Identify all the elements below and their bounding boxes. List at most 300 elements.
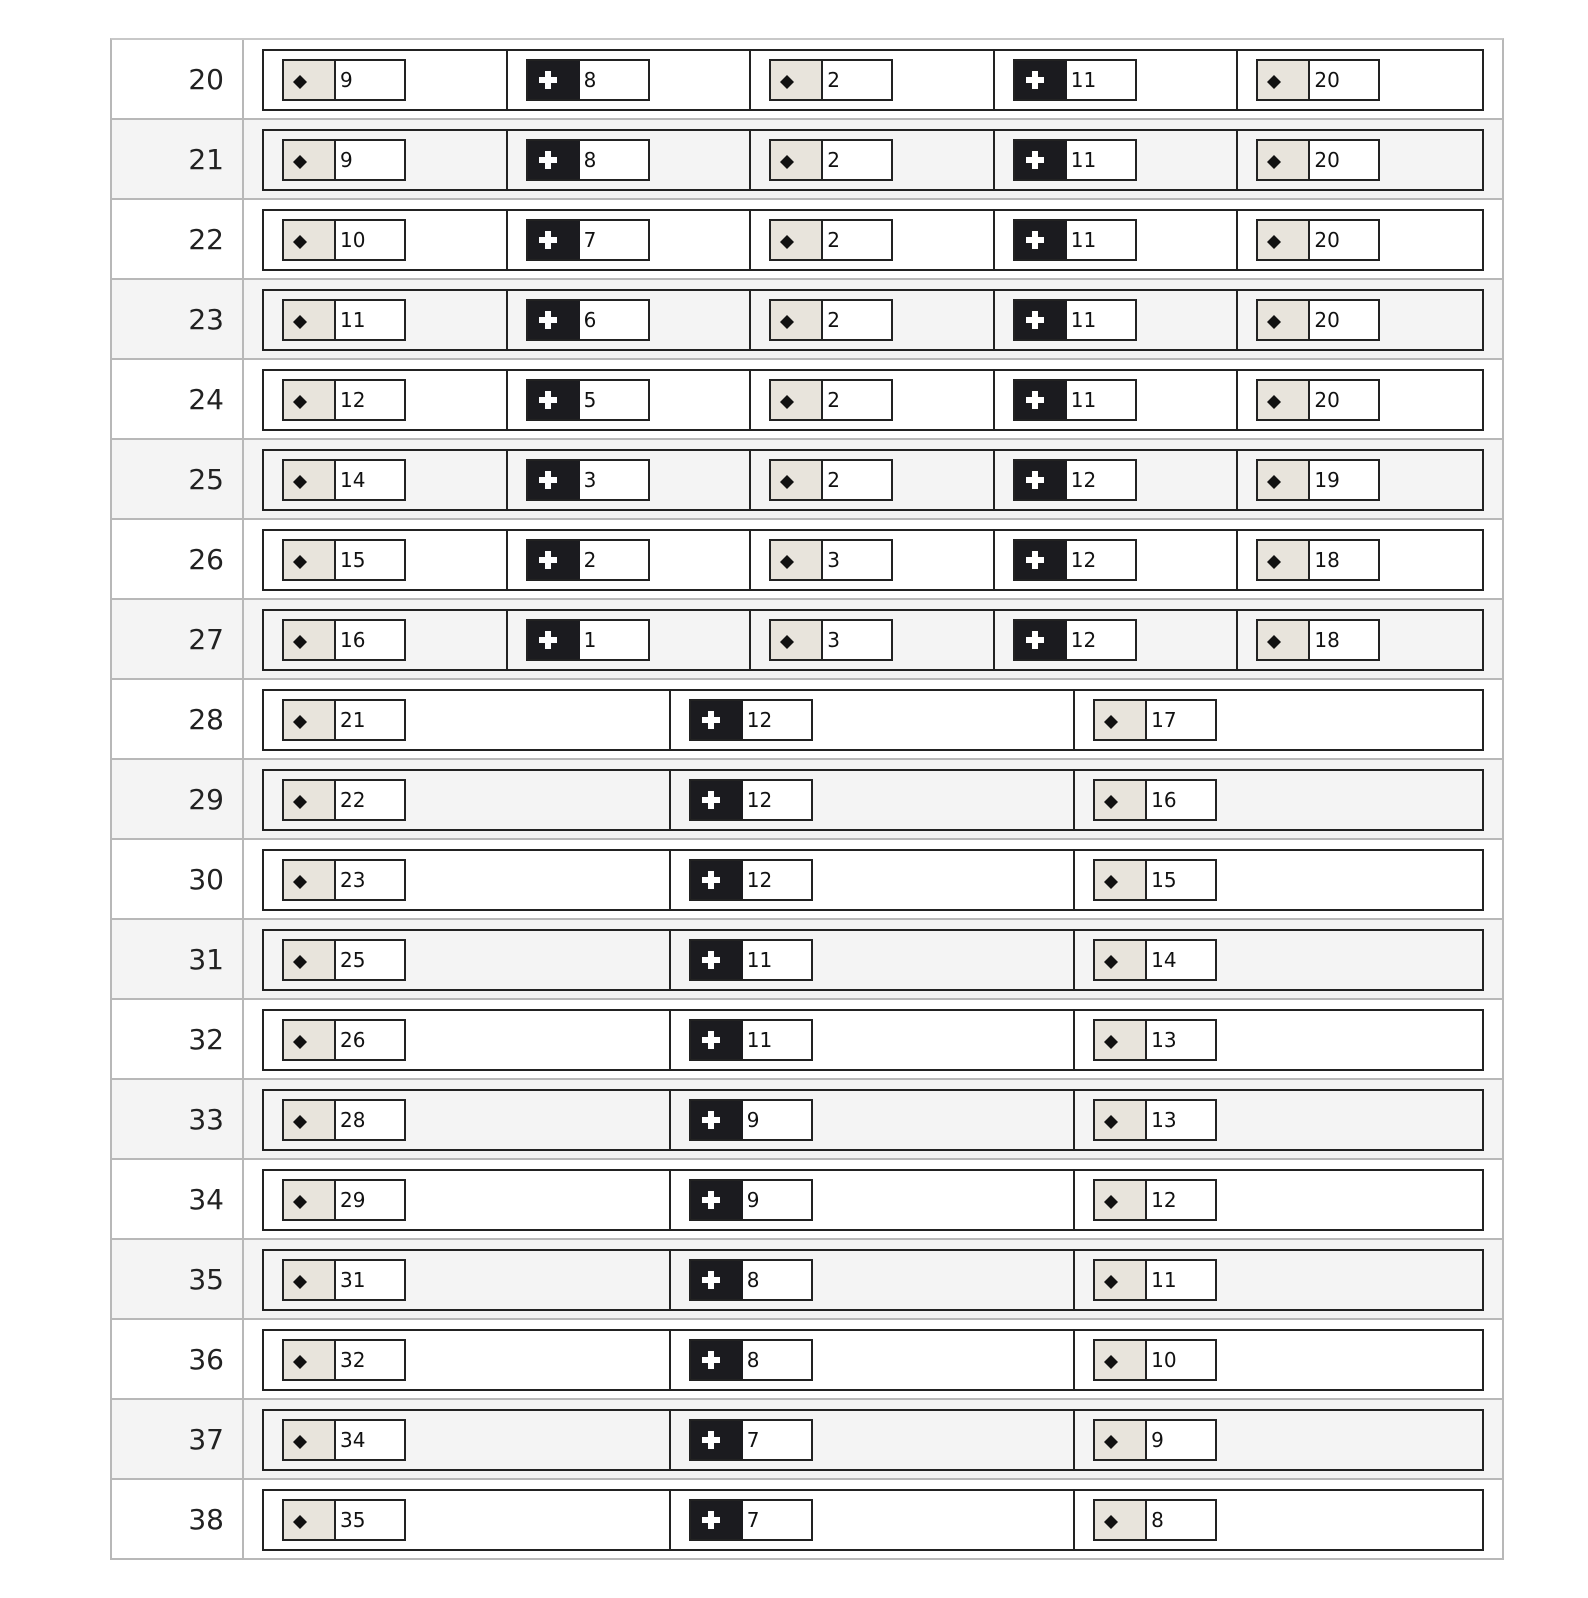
segment-value: 12 [1070,548,1097,572]
diamond-icon [1095,1341,1147,1379]
table-row [112,40,1502,120]
track-segment [264,1331,671,1389]
table-row [112,520,1502,600]
segment-value: 3 [583,468,597,492]
track-segment [1238,611,1482,669]
track-segment [671,1091,1075,1149]
segment-value: 12 [1070,468,1097,492]
value-badge [282,1259,406,1301]
plus-icon [1015,61,1067,99]
value-badge [769,459,893,501]
diamond-icon [284,1101,336,1139]
segment-value: 28 [340,1108,366,1132]
segment-value: 13 [1151,1108,1177,1132]
value-badge [1013,539,1137,581]
track-segment [508,131,752,189]
track-container [244,200,1502,278]
diamond-icon [284,141,336,179]
segment-track [262,49,1484,111]
track-segment [1075,1011,1482,1069]
diamond-icon [771,221,823,259]
diamond-icon [284,621,336,659]
segment-value: 11 [1070,68,1097,92]
track-segment [508,371,752,429]
diamond-icon [284,1421,336,1459]
segment-value: 5 [583,388,597,412]
track-container [244,840,1502,918]
row-number: 24 [112,360,244,438]
segment-value: 35 [340,1508,366,1532]
track-container [244,920,1502,998]
track-container [244,520,1502,598]
segment-value: 14 [1151,948,1177,972]
segment-value: 9 [746,1108,760,1132]
plus-icon [1015,381,1067,419]
segment-value: 8 [1151,1508,1164,1532]
track-segment [995,531,1239,589]
value-badge [769,619,893,661]
diamond-icon [1258,621,1310,659]
row-number: 31 [112,920,244,998]
value-badge [1093,1259,1217,1301]
diamond-icon [284,1181,336,1219]
track-segment [264,1171,671,1229]
plus-icon [691,1341,743,1379]
plus-icon [528,301,580,339]
diamond-icon [284,301,336,339]
value-badge [1093,1419,1217,1461]
track-container [244,680,1502,758]
diamond-icon [1258,301,1310,339]
track-segment [995,131,1239,189]
segment-value: 15 [1151,868,1177,892]
value-badge [769,379,893,421]
segment-value: 31 [340,1268,366,1292]
diamond-icon [771,461,823,499]
track-container [244,1320,1502,1398]
diamond-icon [1095,1501,1147,1539]
track-segment [1075,1331,1482,1389]
track-segment [508,51,752,109]
row-number: 36 [112,1320,244,1398]
value-badge [689,1019,813,1061]
segment-value: 3 [827,548,840,572]
value-badge [689,1499,813,1541]
segment-track [262,1329,1484,1391]
track-segment [995,611,1239,669]
value-badge [1013,379,1137,421]
diamond-icon [1095,1261,1147,1299]
segment-value: 18 [1314,548,1340,572]
plus-icon [528,61,580,99]
diamond-icon [284,1501,336,1539]
table-row [112,840,1502,920]
segment-value: 32 [340,1348,366,1372]
segment-value: 12 [340,388,366,412]
track-segment [671,1331,1075,1389]
plus-icon [1015,541,1067,579]
diamond-icon [284,781,336,819]
value-badge [526,459,650,501]
segment-value: 2 [827,68,840,92]
track-segment [671,851,1075,909]
track-segment [751,51,995,109]
value-badge [282,1019,406,1061]
value-badge [689,1419,813,1461]
segment-value: 11 [1070,148,1097,172]
value-badge [769,539,893,581]
track-segment [1238,211,1482,269]
value-badge [1093,859,1217,901]
row-number: 21 [112,120,244,198]
segment-track [262,289,1484,351]
segment-value: 10 [1151,1348,1177,1372]
value-badge [1093,779,1217,821]
value-badge [1093,699,1217,741]
table-row [112,600,1502,680]
track-segment [1075,851,1482,909]
results-table [110,38,1504,1560]
value-badge [1013,219,1137,261]
value-badge [1093,1339,1217,1381]
diamond-icon [284,1261,336,1299]
track-container [244,1400,1502,1478]
diamond-icon [284,941,336,979]
diamond-icon [1095,861,1147,899]
track-segment [264,611,508,669]
value-badge [1256,219,1380,261]
track-segment [264,131,508,189]
track-segment [264,931,671,989]
value-badge [282,459,406,501]
table-row [112,1080,1502,1160]
diamond-icon [1258,141,1310,179]
track-segment [751,451,995,509]
value-badge [282,539,406,581]
diamond-icon [1258,61,1310,99]
value-badge [769,299,893,341]
plus-icon [691,781,743,819]
diamond-icon [1095,941,1147,979]
row-number: 26 [112,520,244,598]
track-container [244,40,1502,118]
track-segment [671,1251,1075,1309]
diamond-icon [284,701,336,739]
value-badge [526,619,650,661]
track-segment [995,211,1239,269]
segment-value: 16 [340,628,366,652]
row-number: 35 [112,1240,244,1318]
track-segment [264,211,508,269]
value-badge [282,59,406,101]
segment-value: 25 [340,948,366,972]
value-badge [689,699,813,741]
segment-value: 21 [340,708,366,732]
segment-value: 29 [340,1188,366,1212]
segment-track [262,1409,1484,1471]
segment-value: 2 [827,228,840,252]
plus-icon [691,861,743,899]
plus-icon [528,621,580,659]
track-segment [264,771,671,829]
segment-value: 15 [340,548,366,572]
diamond-icon [771,381,823,419]
track-container [244,1160,1502,1238]
value-badge [526,539,650,581]
plus-icon [691,1181,743,1219]
segment-track [262,1009,1484,1071]
segment-value: 8 [583,148,597,172]
value-badge [689,1179,813,1221]
track-segment [264,51,508,109]
diamond-icon [771,61,823,99]
plus-icon [1015,621,1067,659]
segment-value: 34 [340,1428,366,1452]
value-badge [282,1339,406,1381]
value-badge [689,1099,813,1141]
value-badge [1256,539,1380,581]
row-number: 25 [112,440,244,518]
track-segment [1075,931,1482,989]
track-segment [1075,1091,1482,1149]
track-segment [1238,371,1482,429]
track-segment [264,851,671,909]
table-row [112,1240,1502,1320]
diamond-icon [284,541,336,579]
value-badge [282,939,406,981]
segment-value: 1 [583,628,597,652]
value-badge [769,139,893,181]
segment-track [262,1169,1484,1231]
row-number: 32 [112,1000,244,1078]
value-badge [1256,139,1380,181]
plus-icon [528,141,580,179]
track-segment [995,451,1239,509]
track-segment [264,1011,671,1069]
value-badge [282,1099,406,1141]
segment-value: 2 [827,148,840,172]
segment-value: 26 [340,1028,366,1052]
segment-value: 11 [1151,1268,1177,1292]
track-container [244,1080,1502,1158]
value-badge [1013,139,1137,181]
track-segment [995,51,1239,109]
row-number: 33 [112,1080,244,1158]
value-badge [1013,59,1137,101]
segment-value: 2 [827,468,840,492]
track-segment [264,1411,671,1469]
row-number: 28 [112,680,244,758]
segment-track [262,369,1484,431]
track-segment [995,371,1239,429]
row-number: 29 [112,760,244,838]
table-row [112,920,1502,1000]
value-badge [1093,1019,1217,1061]
track-segment [1238,51,1482,109]
segment-track [262,769,1484,831]
segment-value: 20 [1314,388,1340,412]
track-container [244,1480,1502,1558]
row-number: 38 [112,1480,244,1558]
segment-value: 7 [583,228,597,252]
segment-value: 9 [746,1188,760,1212]
segment-track [262,689,1484,751]
track-segment [671,931,1075,989]
diamond-icon [771,301,823,339]
plus-icon [528,381,580,419]
table-row [112,360,1502,440]
value-badge [689,1339,813,1381]
segment-value: 20 [1314,228,1340,252]
plus-icon [528,221,580,259]
table-row [112,1160,1502,1240]
value-badge [282,699,406,741]
track-segment [264,1491,671,1549]
plus-icon [691,1021,743,1059]
value-badge [282,299,406,341]
track-container [244,760,1502,838]
value-badge [282,1419,406,1461]
value-badge [1093,1499,1217,1541]
table-row [112,1480,1502,1560]
row-number: 37 [112,1400,244,1478]
track-segment [1238,291,1482,349]
value-badge [282,859,406,901]
value-badge [282,619,406,661]
diamond-icon [284,861,336,899]
plus-icon [528,541,580,579]
segment-value: 7 [746,1508,760,1532]
segment-value: 12 [746,708,773,732]
segment-track [262,609,1484,671]
diamond-icon [1095,781,1147,819]
track-segment [508,211,752,269]
segment-value: 8 [746,1348,760,1372]
segment-track [262,529,1484,591]
value-badge [1093,939,1217,981]
track-segment [508,611,752,669]
value-badge [282,1179,406,1221]
plus-icon [1015,141,1067,179]
segment-value: 23 [340,868,366,892]
track-segment [671,1411,1075,1469]
plus-icon [691,1421,743,1459]
segment-value: 11 [746,948,773,972]
value-badge [1256,619,1380,661]
track-segment [264,531,508,589]
plus-icon [691,1261,743,1299]
value-badge [769,59,893,101]
segment-value: 12 [746,788,773,812]
value-badge [1256,379,1380,421]
track-segment [995,291,1239,349]
segment-value: 9 [340,148,353,172]
track-segment [264,1251,671,1309]
track-segment [1238,131,1482,189]
track-container [244,120,1502,198]
diamond-icon [284,1021,336,1059]
row-number: 30 [112,840,244,918]
table-row [112,760,1502,840]
diamond-icon [1095,1101,1147,1139]
segment-value: 9 [340,68,353,92]
segment-value: 9 [1151,1428,1164,1452]
plus-icon [691,941,743,979]
row-number: 20 [112,40,244,118]
row-number: 27 [112,600,244,678]
track-segment [264,371,508,429]
track-segment [264,451,508,509]
diamond-icon [284,1341,336,1379]
diamond-icon [1095,1421,1147,1459]
segment-value: 2 [583,548,597,572]
value-badge [282,139,406,181]
value-badge [689,859,813,901]
track-segment [264,691,671,749]
track-segment [1238,531,1482,589]
plus-icon [1015,461,1067,499]
segment-value: 14 [340,468,366,492]
track-segment [508,291,752,349]
diamond-icon [1258,461,1310,499]
segment-value: 16 [1151,788,1177,812]
track-segment [671,1491,1075,1549]
segment-value: 20 [1314,308,1340,332]
track-segment [508,531,752,589]
diamond-icon [771,141,823,179]
segment-value: 10 [340,228,366,252]
value-badge [1256,299,1380,341]
value-badge [769,219,893,261]
segment-track [262,129,1484,191]
diamond-icon [771,621,823,659]
track-segment [1238,451,1482,509]
segment-track [262,209,1484,271]
value-badge [689,779,813,821]
plus-icon [691,1501,743,1539]
track-segment [508,451,752,509]
track-container [244,440,1502,518]
row-number: 22 [112,200,244,278]
diamond-icon [1095,1021,1147,1059]
table-row [112,280,1502,360]
track-segment [751,211,995,269]
diamond-icon [771,541,823,579]
track-segment [671,771,1075,829]
track-segment [751,371,995,429]
segment-value: 18 [1314,628,1340,652]
track-container [244,1000,1502,1078]
plus-icon [1015,301,1067,339]
track-segment [671,1171,1075,1229]
segment-track [262,1089,1484,1151]
track-segment [751,131,995,189]
value-badge [526,299,650,341]
segment-track [262,1249,1484,1311]
segment-track [262,1489,1484,1551]
diamond-icon [1258,381,1310,419]
value-badge [1013,459,1137,501]
table-row [112,680,1502,760]
track-segment [751,531,995,589]
value-badge [1093,1179,1217,1221]
table-row [112,1000,1502,1080]
diamond-icon [1258,541,1310,579]
segment-value: 22 [340,788,366,812]
segment-value: 12 [1070,628,1097,652]
segment-value: 12 [746,868,773,892]
table-row [112,1320,1502,1400]
